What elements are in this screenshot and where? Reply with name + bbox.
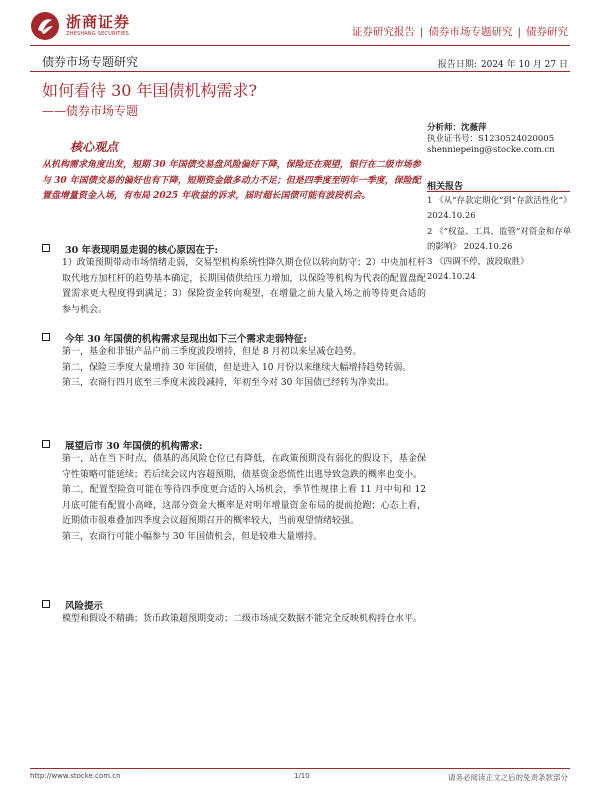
nav-bond-topic: 债券市场专题研究 [428, 26, 513, 38]
analyst-name: 分析师：沈薇萍 [427, 123, 487, 133]
logo-name-en: ZHESHANG SECURITIES [66, 31, 129, 37]
core-view-text: 从机构需求角度出发，短期 30 年国债交易盘风险偏好下降，保险还在观望，银行在二级市场参与 30 年国债交易的偏好也有下降，短期资金做多动力不足；但是四季度至明年一季度，保险配置盘增量资金入场，有布局 2025 年收益的诉求，届时超长国债可能有波段机会。 [42, 160, 421, 202]
section-paragraph: 第一，站在当下时点，债基的高风险仓位已有降低，在政策预期没有弱化的假设下，基金保守性策略可能延续；若后续会议内容超预期，债基资金恐慌性出逃导致急跌的概率也变小。 [62, 454, 426, 480]
checkbox-bullet-icon [42, 440, 50, 448]
section-outlook [42, 438, 426, 545]
logo-icon [30, 11, 60, 41]
report-date-label: 报告日期: [437, 60, 477, 70]
logo-name: 浙商证券 [66, 13, 131, 31]
related-report-item[interactable]: 2 《“权益、工具、监管”对资金和存单的影响》 2024.10.26 [427, 226, 572, 252]
nav-research-report: 证券研究报告 [351, 26, 415, 38]
checkbox-bullet-icon [42, 244, 50, 252]
title-divider [30, 71, 570, 72]
section-paragraph: 1）政策预期带动市场情绪走弱，交易型机构系统性降久期仓位以转向防守；2）中央加杠杆取代地方加杠杆的趋势基本确定，长期国债供给压力增加，以保险等机构为代表的配置盘配置需求更大程度得到满足；3）保险资金转向观望，在增量之前大量入场之前等待更合适的参与机会。 [62, 258, 426, 315]
report-date-value: 2024 年 10 月 27 日 [480, 60, 568, 70]
page-subtitle: ——债券市场专题 [42, 104, 139, 118]
analyst-email: shenniepeing@stocke.com.cn [427, 145, 555, 155]
section-title: 今年 30 年国债的机构需求呈现出如下三个需求走弱特征: [65, 334, 307, 345]
section-paragraph: 第三，农商行可能小幅参与 30 年国债机会，但是较难大量增持。 [62, 531, 323, 542]
section-paragraph: 第二，配置型险资可能在等待四季度更合适的入场机会，季节性规律上看 11 月中旬和 12 月底可能有配置小高峰，这部分资金大概率是对明年增量资金布局的提前抢跑；心态上看，近期债市很难叠加四季度会议超预期召开的概率较大，当前观望情绪较强。 [62, 485, 426, 526]
related-reports-list [427, 194, 577, 286]
footer-url[interactable]: http://www.stocke.com.cn [30, 772, 121, 780]
section-paragraph: 第一，基金和非银产品户前三季度波段增持，但是 8 月初以来呈减仓趋势。 [62, 347, 362, 357]
section-paragraph: 第三，农商行四月底至三季度末波段减持，年初至今对 30 年国债已经转为净卖出。 [62, 378, 395, 388]
footer-disclaimer: 请务必阅读正文之后的免责条款部分 [448, 773, 568, 782]
core-view-heading: 核心观点 [70, 140, 119, 154]
related-report-item[interactable]: 1 《从“存款定期化”到“存款活性化”》 2024.10.26 [427, 196, 572, 222]
related-reports-heading: 相关报告 [427, 182, 464, 192]
section-title: 展望后市 30 年国债的机构需求: [65, 441, 203, 452]
related-report-item[interactable]: 3 《四调不停，波段取胜》 2024.10.24 [427, 257, 529, 283]
nav-bond-research: 债券研究 [526, 26, 568, 38]
header-divider [30, 45, 570, 46]
analyst-cert: 执业证书号：S1230524020005 [427, 134, 555, 144]
section-title: 风险提示 [65, 601, 104, 612]
company-logo [30, 8, 130, 44]
section-title: 30 年表现明显走弱的核心原因在于: [65, 245, 219, 256]
report-date [438, 57, 568, 70]
page-title: 如何看待 30 年国债机构需求? [42, 81, 258, 100]
page-number: 1/10 [294, 772, 310, 780]
section-core-reasons [42, 242, 426, 318]
checkbox-bullet-icon [42, 333, 50, 341]
section-demand-features [42, 331, 426, 392]
footer-divider [30, 768, 570, 769]
header-breadcrumb: 证券研究报告 | 债券市场专题研究 | 债券研究 [351, 26, 568, 38]
section-paragraph: 第二，保险三季度大量增持 30 年国债，但是进入 10 月份以来继续大幅增持趋势转弱。 [62, 362, 412, 373]
section-paragraph: 模型和假设不精确；货币政策超预期变动；二级市场成交数据不能完全反映机构持仓水平。 [62, 614, 423, 624]
section-risk [42, 598, 426, 628]
related-divider [427, 191, 570, 192]
analyst-info [427, 123, 577, 156]
series-label: 债券市场专题研究 [42, 55, 139, 69]
checkbox-bullet-icon [42, 600, 50, 608]
